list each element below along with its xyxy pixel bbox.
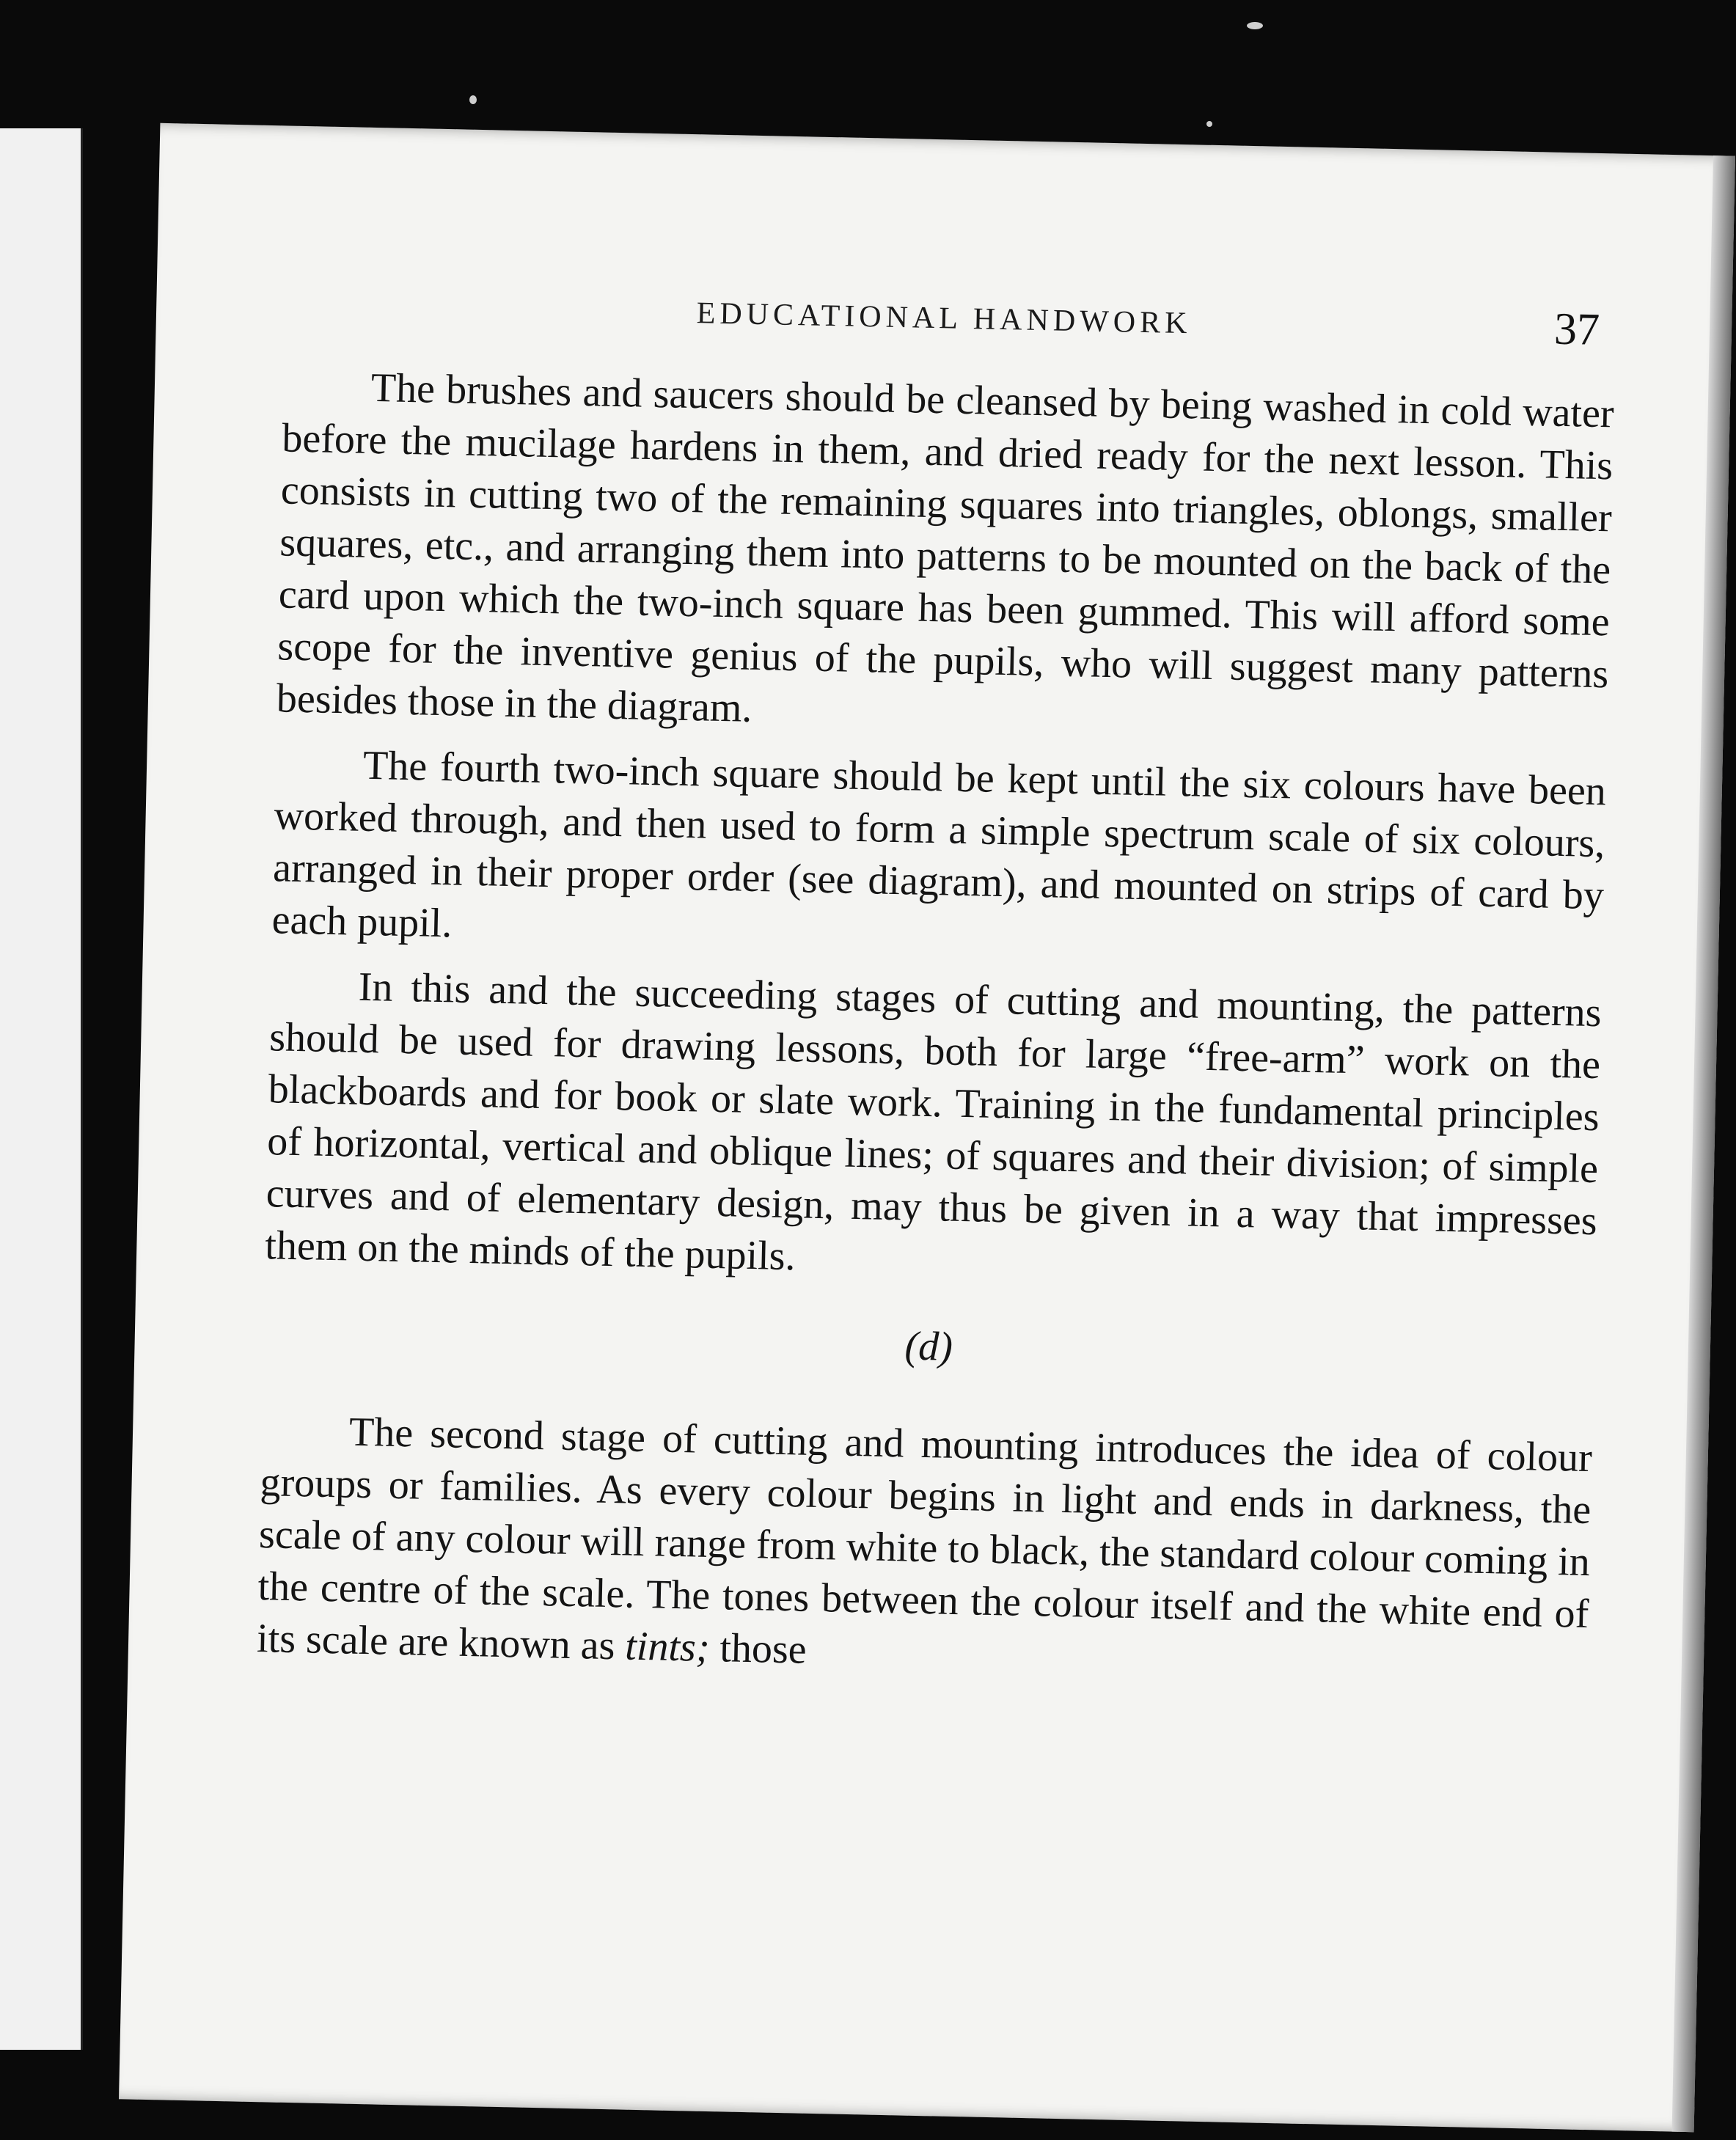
facing-page-edge [0,128,83,2050]
section-label: (d) [904,1323,953,1370]
paragraph: In this and the succeeding stages of cutting and mounting, the patterns should be used for drawing lessons, both for large “free-arm” work on the blackboards and for book or slate work. Training in the fundamental principles of horizontal, vertical and oblique lines; of squares and their division; of simple curves and of elementary design, may thus be given in a way that impresses them on the minds of the pupils. [264,964,1603,1280]
scan-speck [469,95,477,104]
running-title: EDUCATIONAL HANDWORK [696,296,1192,341]
paragraph: The fourth two-inch square should be kept until the six colours have been worked through, and then used to form a simple spectrum scale of six colours, arranged in their proper order (see diagram), and mounted on strips of card by each pupil. [271,742,1607,947]
paragraph [256,1404,1592,1693]
scan-speck [1247,22,1263,29]
page-edge-shadow [1672,155,1735,2132]
paragraph: The brushes and saucers should be cleansed by being washed in cold water before the mucilage hardens in them, and dried ready for the next lesson. This consists in cutting two of the remaining squares into triangles, oblongs, smaller squares, etc., and arranging them into patterns to be mounted on the back of the card upon which the two-inch square has been gummed. This will afford some scope for the inventive genius of the pupils, who will suggest many patterns besides those in the diagram. [276,364,1615,731]
paragraph-text: The second stage of cutting and mounting introduces the idea of colour groups or families. As every colour begins in light and ends in darkness, the scale of any colour will range from white to black, the standard colour coming in the centre of the scale. The tones between the colour itself and the white end of its scale are known as [256,1409,1593,1669]
book-page [119,123,1735,2132]
page-body [256,360,1614,1706]
paragraph-text: those [719,1625,807,1673]
page-number: 37 [1553,304,1600,355]
italic-term: tints; [624,1623,711,1671]
scan-speck [1206,121,1212,127]
